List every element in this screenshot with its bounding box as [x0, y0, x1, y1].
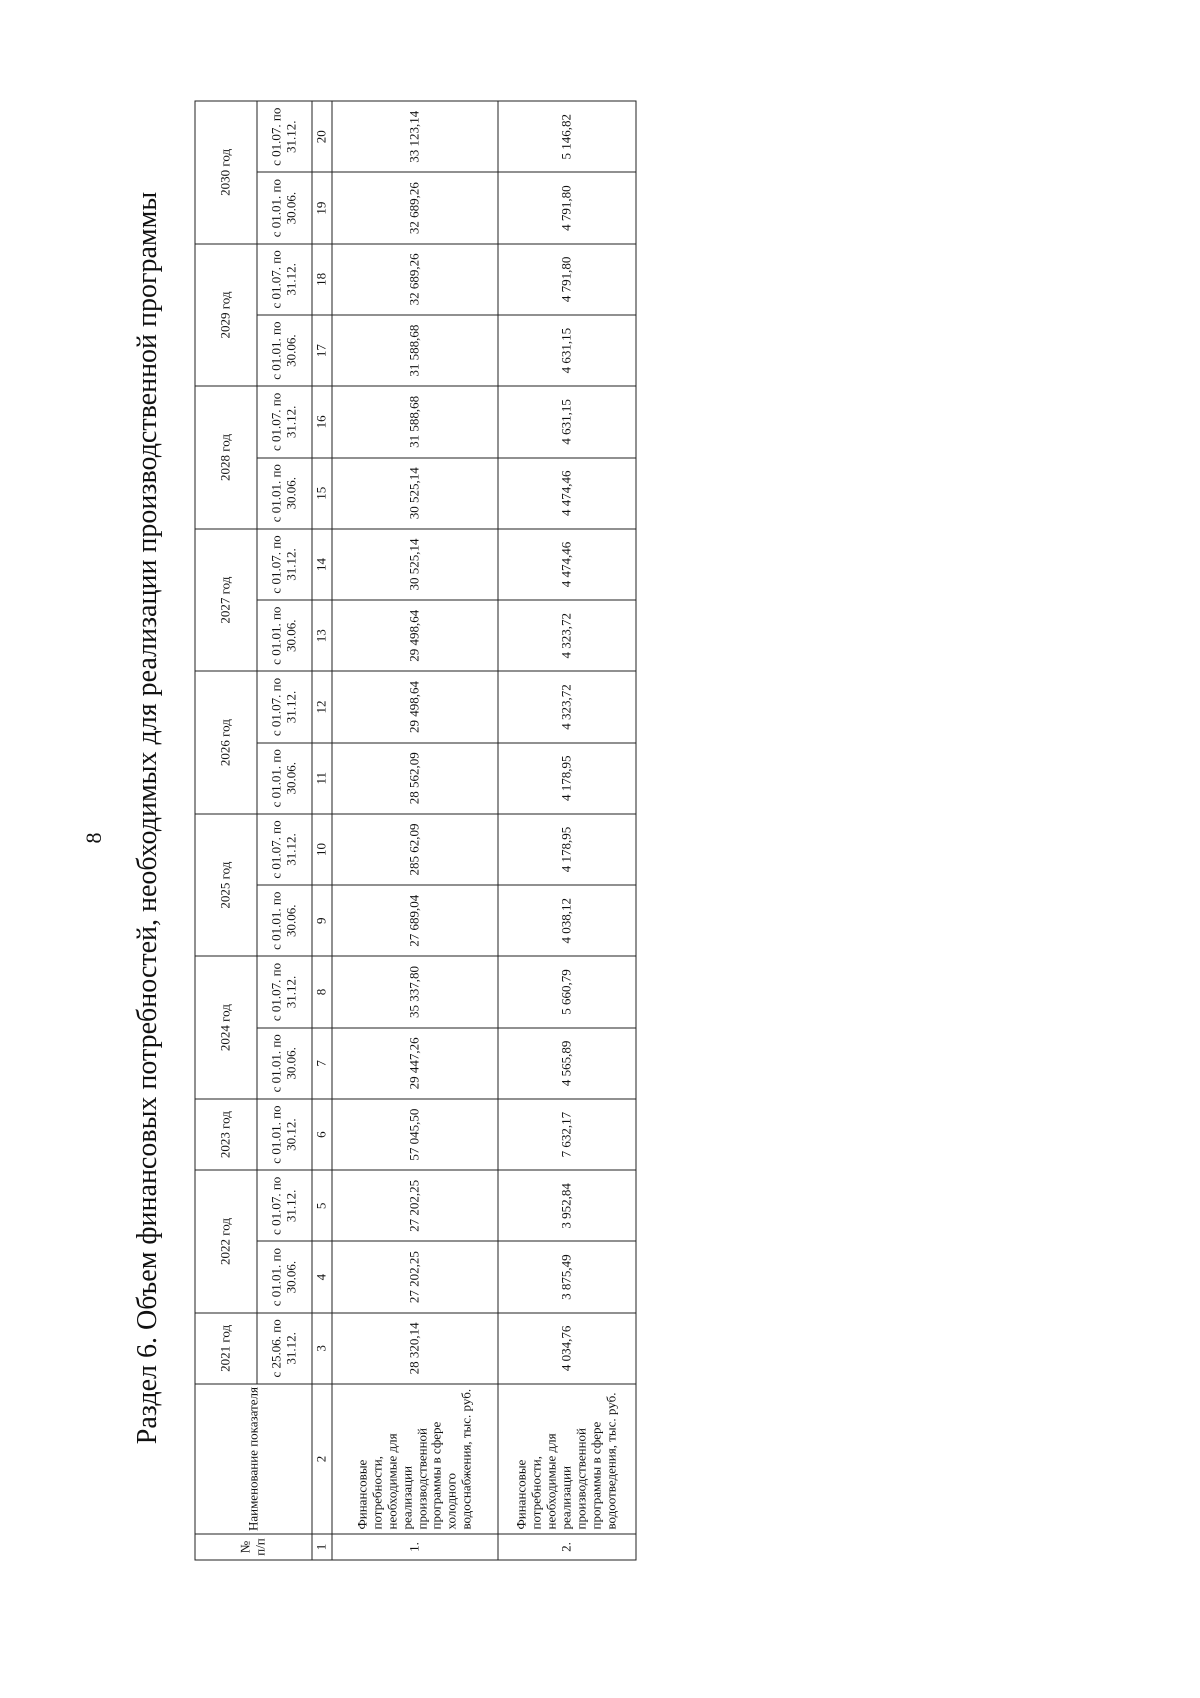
- year-header: 2025 год: [195, 813, 257, 956]
- period-header: с 01.07. по 31.12.: [257, 813, 312, 884]
- value-cell: 28 320,14: [332, 1312, 498, 1383]
- value-cell: 30 525,14: [332, 528, 498, 599]
- value-cell: 29 498,64: [332, 671, 498, 742]
- value-cell: 30 525,14: [332, 457, 498, 528]
- value-cell: 4 323,72: [498, 671, 636, 742]
- value-cell: 31 588,68: [332, 386, 498, 457]
- financial-needs-table: [194, 100, 636, 1560]
- period-header: с 01.07. по 31.12.: [257, 671, 312, 742]
- value-cell: 5 660,79: [498, 956, 636, 1027]
- year-header: 2022 год: [195, 1170, 257, 1313]
- value-cell: 4 474,46: [498, 528, 636, 599]
- period-header: с 01.01. по 30.06.: [257, 172, 312, 243]
- period-header: с 01.01. по 30.06.: [257, 600, 312, 671]
- period-header: с 01.01. по 30.06.: [257, 885, 312, 956]
- column-number: 17: [312, 315, 332, 386]
- year-header: 2026 год: [195, 671, 257, 814]
- year-header: 2028 год: [195, 386, 257, 529]
- value-cell: 4 565,89: [498, 1027, 636, 1098]
- column-numbers-row: [312, 101, 332, 1560]
- value-cell: 33 123,14: [332, 101, 498, 172]
- row-indicator-name: Финансовые потребности, необходимые для реализации производственной программы в сфере водоотведения, тыс. руб.: [498, 1384, 636, 1534]
- value-cell: 32 689,26: [332, 172, 498, 243]
- value-cell: 4 631,15: [498, 315, 636, 386]
- col-name-header: Наименование показателя: [195, 1384, 312, 1534]
- value-cell: 3 952,84: [498, 1170, 636, 1241]
- column-number: 15: [312, 457, 332, 528]
- value-cell: 4 178,95: [498, 813, 636, 884]
- value-cell: 27 202,25: [332, 1241, 498, 1312]
- row-number: 1.: [332, 1534, 498, 1560]
- value-cell: 28 562,09: [332, 742, 498, 813]
- period-header: с 01.01. по 30.06.: [257, 742, 312, 813]
- table-row: [498, 101, 636, 1560]
- value-cell: 5 146,82: [498, 101, 636, 172]
- column-number: 9: [312, 885, 332, 956]
- year-header: 2027 год: [195, 528, 257, 671]
- column-number: 19: [312, 172, 332, 243]
- column-number: 18: [312, 243, 332, 314]
- value-cell: 4 178,95: [498, 742, 636, 813]
- value-cell: 57 045,50: [332, 1098, 498, 1169]
- value-cell: 29 447,26: [332, 1027, 498, 1098]
- period-header: с 01.01. по 30.06.: [257, 1241, 312, 1312]
- value-cell: 4 791,80: [498, 172, 636, 243]
- value-cell: 4 631,15: [498, 386, 636, 457]
- row-number: 2.: [498, 1534, 636, 1560]
- value-cell: 4 034,76: [498, 1312, 636, 1383]
- value-cell: 27 202,25: [332, 1170, 498, 1241]
- period-header: с 25.06. по 31.12.: [257, 1312, 312, 1383]
- value-cell: 4 791,80: [498, 243, 636, 314]
- period-header: с 01.07. по 31.12.: [257, 1170, 312, 1241]
- column-number: 6: [312, 1098, 332, 1169]
- column-number: 2: [312, 1384, 332, 1534]
- row-indicator-name: Финансовые потребности, необходимые для реализации производственной программы в сфере холодного водоснабжения, тыс. руб.: [332, 1384, 498, 1534]
- year-header: 2023 год: [195, 1098, 257, 1169]
- col-no-header: № п/п: [195, 1534, 312, 1560]
- column-number: 8: [312, 956, 332, 1027]
- column-number: 16: [312, 386, 332, 457]
- column-number: 4: [312, 1241, 332, 1312]
- year-header: 2029 год: [195, 243, 257, 386]
- column-number: 10: [312, 813, 332, 884]
- year-header: 2021 год: [195, 1312, 257, 1383]
- period-header: с 01.07. по 31.12.: [257, 528, 312, 599]
- period-header: с 01.01. по 30.06.: [257, 315, 312, 386]
- period-header: с 01.07. по 31.12.: [257, 956, 312, 1027]
- value-cell: 31 588,68: [332, 315, 498, 386]
- year-header: 2030 год: [195, 101, 257, 244]
- value-cell: 4 474,46: [498, 457, 636, 528]
- period-header: с 01.07. по 31.12.: [257, 101, 312, 172]
- period-header: с 01.01. по 30.06.: [257, 1027, 312, 1098]
- year-header: 2024 год: [195, 956, 257, 1099]
- page-number: 8: [81, 832, 106, 844]
- table-row: [332, 101, 498, 1560]
- period-header: с 01.01. по 30.12.: [257, 1098, 312, 1169]
- value-cell: 27 689,04: [332, 885, 498, 956]
- column-number: 3: [312, 1312, 332, 1383]
- value-cell: 29 498,64: [332, 600, 498, 671]
- period-header: с 01.07. по 31.12.: [257, 386, 312, 457]
- column-number: 5: [312, 1170, 332, 1241]
- column-number: 20: [312, 101, 332, 172]
- header-periods-row: [257, 101, 312, 1560]
- section-title: Раздел 6. Объем финансовых потребностей, необходимых для реализации производственной программы: [132, 191, 163, 1445]
- value-cell: 3 875,49: [498, 1241, 636, 1312]
- value-cell: 4 323,72: [498, 600, 636, 671]
- value-cell: 7 632,17: [498, 1098, 636, 1169]
- period-header: с 01.07. по 31.12.: [257, 243, 312, 314]
- value-cell: 32 689,26: [332, 243, 498, 314]
- header-years-row: [195, 101, 257, 1560]
- column-number: 13: [312, 600, 332, 671]
- period-header: с 01.01. по 30.06.: [257, 457, 312, 528]
- financial-needs-table-container: [194, 100, 619, 1560]
- column-number: 12: [312, 671, 332, 742]
- column-number: 14: [312, 528, 332, 599]
- column-number: 1: [312, 1534, 332, 1560]
- column-number: 7: [312, 1027, 332, 1098]
- column-number: 11: [312, 742, 332, 813]
- value-cell: 35 337,80: [332, 956, 498, 1027]
- value-cell: 4 038,12: [498, 885, 636, 956]
- value-cell: 285 62,09: [332, 813, 498, 884]
